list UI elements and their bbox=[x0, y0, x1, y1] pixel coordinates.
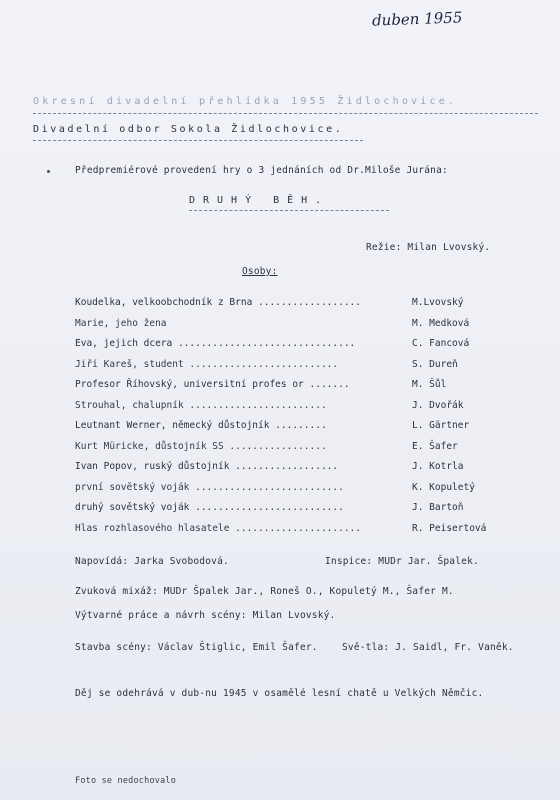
stage-build-credit: Stavba scény: Václav Štiglic, Emil Šafer. bbox=[75, 642, 318, 653]
cast-role: Jiří Kareš, student .......................... bbox=[75, 358, 339, 370]
lights-credit: Svě-tla: J. Saidl, Fr. Vaněk. bbox=[342, 642, 514, 653]
cast-row bbox=[75, 399, 495, 420]
cast-role: Strouhal, chalupník ........................ bbox=[75, 399, 327, 411]
inspice-credit: Inspice: MUDr Jar. Špalek. bbox=[325, 556, 479, 567]
cast-row bbox=[75, 522, 495, 543]
header-underline-2 bbox=[33, 140, 363, 141]
cast-role: druhý sovětský voják .......................... bbox=[75, 502, 344, 513]
cast-actor: R. Peisertová bbox=[412, 522, 487, 534]
cast-row bbox=[75, 317, 495, 338]
intro-text: Předpremiérové provedení hry o 3 jednáních od Dr.Miloše Jurána: bbox=[75, 165, 448, 176]
cast-row bbox=[75, 460, 495, 481]
cast-actor: L. Gärtner bbox=[412, 420, 470, 431]
header-festival: Okresní divadelní přehlídka 1955 Židlochovice. bbox=[33, 96, 458, 107]
director-line: Režie: Milan Lvovský. bbox=[366, 242, 491, 253]
cast-actor: C. Fancová bbox=[412, 338, 470, 349]
header-organizer: Divadelní odbor Sokola Židlochovice. bbox=[33, 124, 344, 135]
setting-note: Děj se odehrává v dub-nu 1945 v osamělé lesní chatě u Velkých Němčic. bbox=[75, 688, 484, 699]
photo-note: Foto se nedochovalo bbox=[75, 776, 177, 786]
cast-actor: M. Šůl bbox=[412, 379, 447, 390]
cast-actor: K. Kopuletý bbox=[412, 481, 475, 493]
play-title: DRUHÝ BĚH. bbox=[189, 195, 330, 206]
cast-actor: J. Bartoň bbox=[412, 502, 464, 513]
cast-role: Ivan Popov, ruský důstojník .................. bbox=[75, 461, 339, 472]
cast-row bbox=[75, 419, 495, 440]
cast-row bbox=[75, 358, 495, 379]
cast-actor: S. Dureň bbox=[412, 358, 458, 370]
cast-actor: M.Lvovský bbox=[412, 297, 464, 308]
cast-actor: J. Kotrla bbox=[412, 461, 464, 472]
cast-role: Koudelka, velkoobchodník z Brna .................. bbox=[75, 297, 361, 308]
margin-dot bbox=[47, 170, 50, 173]
cast-role: Hlas rozhlasového hlasatele ...................... bbox=[75, 522, 361, 534]
art-credit: Výtvarné práce a návrh scény: Milan Lvovský. bbox=[75, 610, 336, 621]
sound-credit: Zvuková mixáž: MUDr Špalek Jar., Roneš O., Kopuletý M., Šafer M. bbox=[75, 586, 454, 597]
cast-role: Marie, jeho žena bbox=[75, 317, 167, 329]
title-underline bbox=[189, 210, 389, 211]
header-underline-1 bbox=[33, 113, 538, 114]
cast-row bbox=[75, 501, 495, 522]
cast-role: Eva, jejich dcera ............................... bbox=[75, 338, 356, 349]
cast-row bbox=[75, 378, 495, 399]
cast-row bbox=[75, 337, 495, 358]
cast-role: první sovětský voják .......................... bbox=[75, 481, 344, 493]
cast-row bbox=[75, 440, 495, 461]
handwritten-date: duben 1955 bbox=[371, 8, 463, 30]
cast-row bbox=[75, 481, 495, 502]
cast-role: Leutnant Werner, německý důstojník ......... bbox=[75, 420, 327, 431]
cast-actor: M. Medková bbox=[412, 317, 470, 329]
cast-actor: J. Dvořák bbox=[412, 399, 464, 411]
cast-heading: Osoby: bbox=[242, 266, 278, 277]
prompter-credit: Napovídá: Jarka Svobodová. bbox=[75, 556, 229, 567]
cast-row bbox=[75, 296, 495, 317]
cast-role: Kurt Müricke, důstojník SS ................. bbox=[75, 440, 327, 452]
cast-role: Profesor Říhovský, universitní profes or ....... bbox=[75, 379, 350, 390]
cast-list bbox=[75, 296, 495, 542]
cast-actor: E. Šafer bbox=[412, 440, 458, 452]
